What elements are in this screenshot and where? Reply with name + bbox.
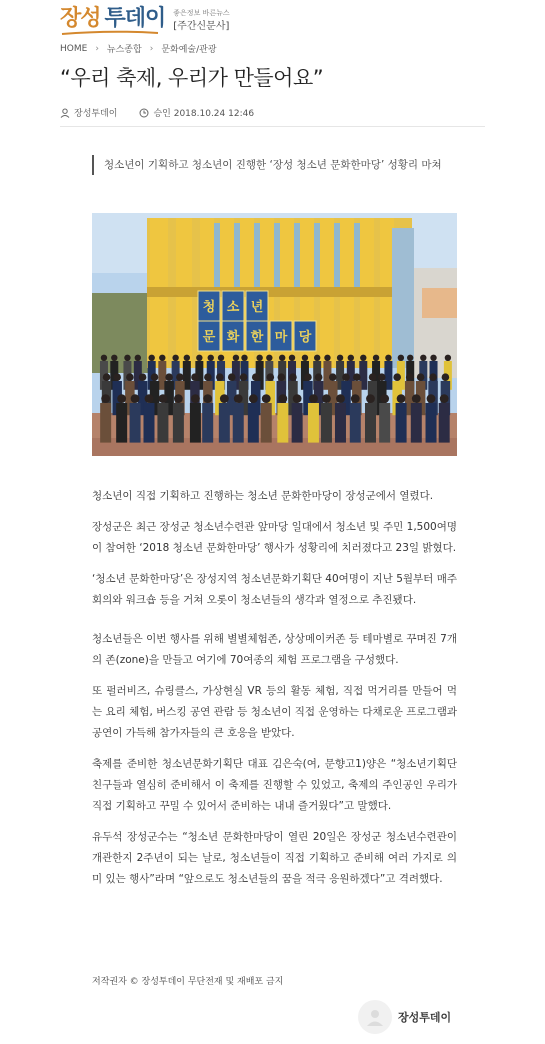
paragraph: 유두석 장성군수는 “청소년 문화한마당이 열린 20일은 장성군 청소년수련관이 개관한지 2주년이 되는 날로, 청소년들이 직접 기획하고 준비해 여러 가지로 의미 있는 행사”라며 “앞으로도 청소년들의 꿈을 적극 응원하겠다”고 격려했다. (92, 831, 457, 885)
chevron-right-icon: › (149, 43, 154, 54)
site-logo[interactable] (60, 6, 230, 32)
paragraph: ‘청소년 문화한마당’은 장성지역 청소년문화기획단 40여명이 지난 5월부터 매주 회의와 워크숍 등을 거쳐 오롯이 청소년들의 생각과 열정으로 추진됐다. (92, 573, 457, 606)
breadcrumb-section[interactable]: 뉴스종합 (106, 45, 142, 55)
sign-char-8: 당 (298, 330, 312, 345)
avatar (358, 1000, 392, 1034)
photo-illustration (92, 213, 457, 456)
paragraph: 장성군은 최근 장성군 청소년수련관 앞마당 일대에서 청소년 및 주민 1,500여명이 참여한 ‘2018 청소년 문화한마당’ 행사가 성황리에 치러졌다고 23일 밝혔다. (92, 521, 457, 554)
article-title: “우리 축제, 우리가 만들어요” (60, 66, 324, 90)
paragraph: 또 펄러비즈, 슈링클스, 가상현실 VR 등의 활동 체험, 직접 먹거리를 만들어 먹는 요리 체험, 버스킹 공연 관람 등 청소년이 직접 운영하는 다채로운 프로그램과 공연이 가득해 참가자들의 큰 호응을 받았다. (92, 685, 457, 739)
author-name[interactable]: 장성투데이 (74, 109, 118, 119)
date-info (139, 106, 254, 119)
clock-icon (139, 108, 149, 118)
paragraph: 청소년이 직접 기획하고 진행하는 청소년 문화한마당이 장성군에서 열렸다. (92, 490, 434, 502)
sign-char-6: 한 (250, 330, 264, 345)
article-photo (92, 213, 457, 456)
paragraph: 청소년들은 이번 행사를 위해 별별체험존, 상상메이커존 등 테마별로 꾸며진 7개의 존(zone)을 만들고 여기에 70여종의 체험 프로그램을 구성했다. (92, 633, 457, 666)
sign-char-4: 문 (202, 330, 216, 345)
author-footer[interactable] (358, 1000, 451, 1034)
logo-tagline: 좋은정보 바른뉴스 (173, 9, 230, 17)
logo-part1: 장성 (60, 6, 101, 31)
copyright-notice: 저작권자 © 장성투데이 무단전재 및 재배포 금지 (92, 977, 284, 987)
author-info (60, 106, 117, 119)
sign-char-5: 화 (226, 330, 240, 345)
chevron-right-icon: › (95, 43, 99, 54)
article-subtitle: 청소년이 기획하고 청소년이 진행한 ‘장성 청소년 문화한마당’ 성황리 마쳐 (92, 155, 462, 175)
breadcrumb-category[interactable]: 문화예술/관광 (161, 45, 217, 55)
divider (60, 126, 485, 127)
sign-char-3: 년 (250, 300, 264, 315)
publish-date: 승인 2018.10.24 12:46 (153, 109, 255, 119)
breadcrumb (60, 42, 217, 55)
footer-author-name: 장성투데이 (398, 1011, 452, 1024)
logo-subtitle: [주간신문사] (173, 21, 230, 32)
article-meta (60, 106, 254, 119)
logo-side (173, 8, 229, 32)
user-icon (60, 108, 70, 118)
sign-char-7: 마 (274, 330, 288, 345)
sign-char-2: 소 (226, 300, 240, 315)
article-body (92, 486, 457, 900)
sign-char-1: 청 (202, 300, 216, 315)
user-icon (366, 1008, 384, 1026)
breadcrumb-home[interactable]: HOME (60, 43, 88, 54)
paragraph: 축제를 준비한 청소년문화기획단 대표 김은숙(여, 문향고1)양은 “청소년기획단 친구들과 열심히 준비해서 이 축제를 진행할 수 있었고, 축제의 주인공인 우리가 직접 기획하고 꾸밀 수 있어서 준비하는 내내 즐거웠다”고 말했다. (92, 758, 457, 812)
logo-swoosh-icon (60, 30, 160, 36)
site-header (0, 0, 545, 40)
logo-part2: 투데이 (104, 6, 166, 31)
logo-wordmark (60, 6, 165, 32)
